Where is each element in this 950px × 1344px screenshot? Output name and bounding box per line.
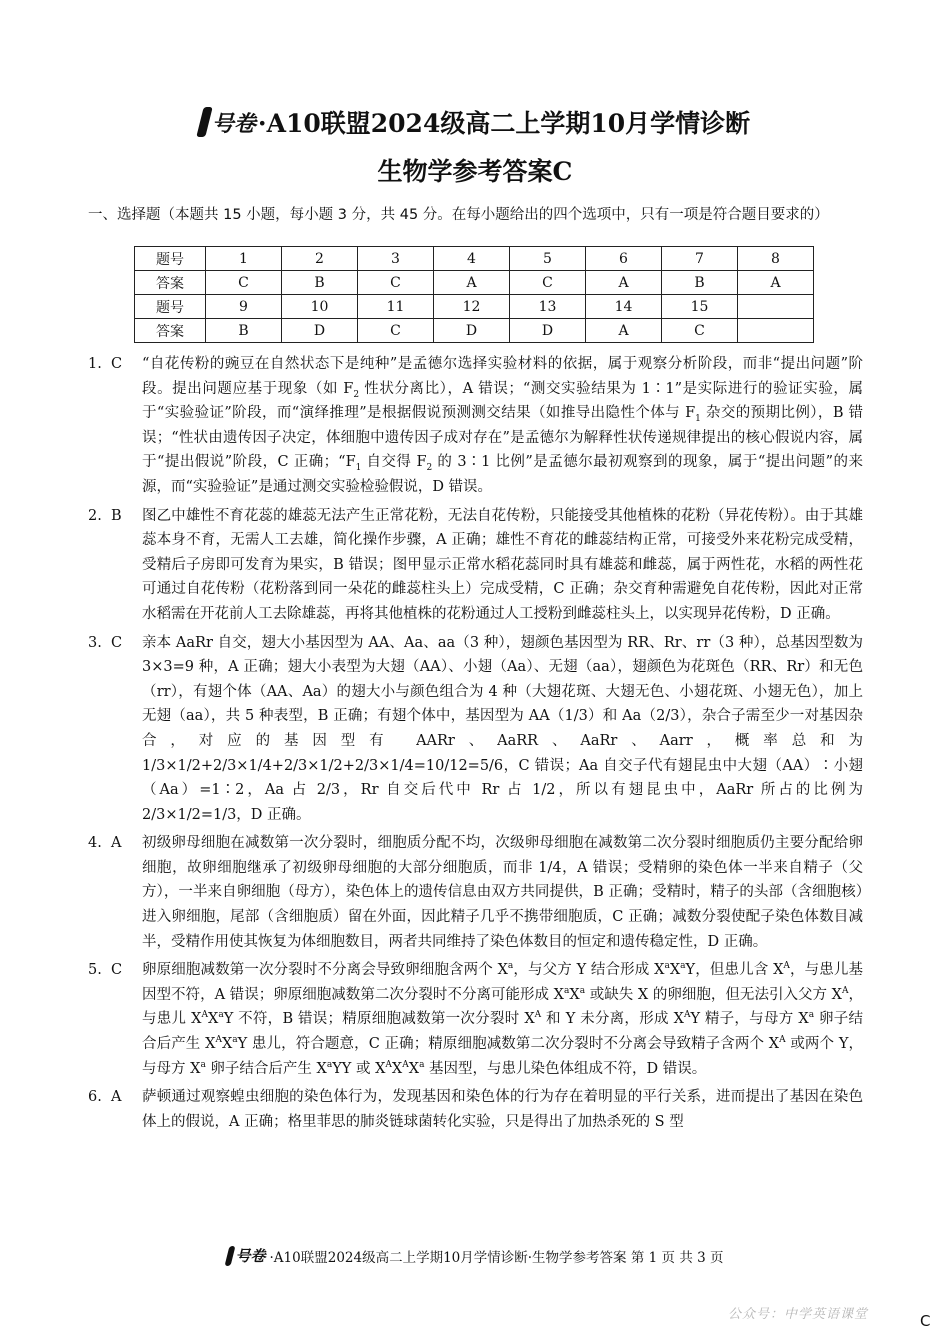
- section-heading: 一、选择题（本题共 15 小题，每小题 3 分，共 45 分。在每小题给出的四个选项中，只有一项是符合题目要求的）: [88, 207, 829, 223]
- list-item: [88, 352, 863, 500]
- item-number: 1. C: [88, 356, 123, 372]
- table-cell: 14: [586, 295, 662, 319]
- table-cell: 5: [510, 247, 586, 271]
- watermark: 公众号：中学英语课堂: [728, 1307, 869, 1322]
- item-number: 4. A: [88, 835, 122, 852]
- footer-logo: [227, 1245, 266, 1266]
- page-header: [0, 104, 950, 188]
- footer-text: ·A10联盟2024级高二上学期10月学情诊断·生物学参考答案 第 1 页 共 3 页: [269, 1249, 724, 1266]
- page-footer: [0, 1245, 950, 1266]
- title-line-2: 生物学参考答案C: [377, 157, 573, 186]
- table-cell: B: [206, 319, 282, 343]
- item-text: 亲本 AaRr 自交，翅大小基因型为 AA、Aa、aa（3 种），翅颜色基因型为 RR、Rr、rr（3 种），总基因型数为 3×3=9 种，A 正确；翅大小表型为大翅（AA）、小翅（Aa）、无翅（aa），翅颜色为花斑色（RR、Rr）和无色（rr），有翅个体（AA、Aa）的翅大小与颜色组合为 4 种（大翅花斑、大翅无色、小翅花斑、小翅无色），加上无翅（aa），共 5 种表型，B 正确；有翅个体中，基因型为 AA（1/3）和 Aa（2/3），杂合子需至少一对基因杂合，对应的基因型有 AARr、AaRR、AaRr、Aarr，概率总和为 1/3×1/2+2/3×1/4+2/3×1/2+2/3×1/4=10/12=5/6，C 错误；Aa 自交子代有翅昆虫中大翅（AA）∶小翅（Aa）=1∶2，Aa 占 2/3，Rr 自交后代中 Rr 占 1/2，所以有翅昆虫中，AaRr 所占的比例为 2/3×1/2=1/3，D 正确。: [142, 634, 863, 823]
- list-item: [88, 1085, 863, 1134]
- table-cell: A: [586, 319, 662, 343]
- table-cell: 7: [662, 247, 738, 271]
- table-row-label: 答案: [135, 271, 206, 295]
- table-number-row: [135, 247, 814, 271]
- table-cell: 3: [358, 247, 434, 271]
- item-number: 6. A: [88, 1089, 122, 1106]
- table-answer-row: [135, 271, 814, 295]
- table-row-label: 题号: [135, 295, 206, 319]
- table-cell: B: [662, 271, 738, 295]
- table-cell: D: [434, 319, 510, 343]
- table-cell: D: [510, 319, 586, 343]
- logo-text: 号卷: [211, 111, 256, 137]
- item-text: 图乙中雄性不育花蕊的雄蕊无法产生正常花粉，无法自花传粉，只能接受其他植株的花粉（异花传粉）。由于其雄蕊本身不育，无需人工去雄，简化操作步骤，A 正确；雄性不育花的雌蕊结构正常，可接受外来花粉完成受精，受精后子房即可发育为果实，B 错误；图甲显示正常水稻花蕊同时具有雄蕊和雌蕊，属于两性花，水稻的两性花可通过自花传粉（花粉落到同一朵花的雌蕊柱头上）完成受精，C 正确；杂交育种需避免自花传粉，因此对正常水稻需在开花前人工去除雄蕊，再将其他植株的花粉通过人工授粉到雌蕊柱头上，以实现异花传粉，D 正确。: [142, 507, 863, 622]
- table-cell: A: [586, 271, 662, 295]
- list-item: [88, 958, 863, 1081]
- item-text: 萨顿通过观察蝗虫细胞的染色体行为，发现基因和染色体的行为存在着明显的平行关系，进而提出了基因在染色体上的假说，A 正确；格里菲思的肺炎链球菌转化实验，只是得出了加热杀死的 S 型: [142, 1089, 863, 1130]
- list-item: [88, 504, 863, 627]
- title-line-1: ·A10联盟2024级高二上学期10月学情诊断: [257, 109, 751, 138]
- table-cell: C: [510, 271, 586, 295]
- item-text: 初级卵母细胞在减数第一次分裂时，细胞质分配不均，次级卵母细胞在减数第二次分裂时细胞质仍主要分配给卵细胞，故卵细胞继承了初级卵母细胞的大部分细胞质，而非 1/4，A 错误；受精卵的染色体一半来自精子（父方），一半来自卵细胞（母方），染色体上的遗传信息由双方共同提供，B 正确；受精时，精子的头部（含细胞核）进入卵细胞，尾部（含细胞质）留在外面，因此精子几乎不携带细胞质，C 正确；减数分裂使配子染色体数目减半，受精作用使其恢复为体细胞数目，两者共同维持了染色体数目的恒定和遗传稳定性，D 正确。: [142, 835, 863, 950]
- exam-logo: [200, 107, 256, 138]
- item-number: 2. B: [88, 507, 122, 524]
- table-cell: C: [206, 271, 282, 295]
- item-text: “自花传粉的豌豆在自然状态下是纯种”是孟德尔选择实验材料的依据，属于观察分析阶段，而非“提出问题”阶段。提出问题应基于现象（如 $F_2$ 性状分离比），A 错误；“测交实验结果为 1∶1”是实际进行的验证实验，属于“实验验证”阶段，而“演绎推理”是根据假说预测测交结果（如推导出隐性个体与 $F_1$ 杂交的预期比例），B 错误；“性状由遗传因子决定，体细胞中遗传因子成对存在”是孟德尔为解释性状传递规律提出的核心假说内容，属于“提出假说”阶段，C 正确；“$F_1$ 自交得 $F_2$ 的 3∶1 比例”是孟德尔最初观察到的现象，属于“提出问题”的来源，而“实验验证”是通过测交实验检验假说，D 错误。: [142, 356, 864, 495]
- list-item: [88, 831, 863, 954]
- table-cell: 2: [282, 247, 358, 271]
- footer-logo-mark-icon: [224, 1246, 235, 1266]
- corner-mark: C: [920, 1312, 931, 1330]
- table-cell: A: [738, 271, 814, 295]
- table-cell: A: [434, 271, 510, 295]
- item-number: 3. C: [88, 634, 123, 651]
- table-cell: B: [282, 271, 358, 295]
- table-row-label: 题号: [135, 247, 206, 271]
- table-cell: 15: [662, 295, 738, 319]
- table-cell: C: [358, 271, 434, 295]
- table-cell: C: [358, 319, 434, 343]
- answer-explanations: [88, 352, 863, 1138]
- table-row-label: 答案: [135, 319, 206, 343]
- list-item: [88, 631, 863, 828]
- table-cell: 9: [206, 295, 282, 319]
- table-cell: 1: [206, 247, 282, 271]
- table-cell: D: [282, 319, 358, 343]
- main-title: [0, 104, 950, 140]
- table-number-row: [135, 295, 814, 319]
- table-cell: C: [662, 319, 738, 343]
- item-text: 卵原细胞减数第一次分裂时不分离会导致卵细胞含两个 $X^a$，与父方 Y 结合形成 $X^aX^aY$，但患儿含 $X^A$，与患儿基因型不符，A 错误；卵原细胞减数第二次分裂时不分离可能形成 $X^aX^a$ 或缺失 X 的卵细胞，但无法引入父方 $X^A$，与患儿 $X^AX^aY$ 不符，B 错误；精原细胞减数第一次分裂时 $X^A$ 和 Y 未分离，形成 $X^AY$ 精子，与母方 $X^a$ 卵子结合后产生 $X^AX^aY$ 患儿，符合题意，C 正确；精原细胞减数第二次分裂时不分离会导致精子含两个 $X^A$ 或两个 Y，与母方 $X^a$ 卵子结合后产生 $X^aYY$ 或 $X^AX^AX^a$ 基因型，与患儿染色体组成不符，D 错误。: [142, 961, 864, 1077]
- table-cell: [738, 319, 814, 343]
- table-cell: 6: [586, 247, 662, 271]
- table-cell: 4: [434, 247, 510, 271]
- item-number: 5. C: [88, 962, 123, 979]
- table-cell: 13: [510, 295, 586, 319]
- table-cell: 10: [282, 295, 358, 319]
- answer-table: [134, 246, 814, 343]
- table-answer-row: [135, 319, 814, 343]
- footer-logo-text: 号卷: [235, 1247, 266, 1265]
- table-cell: 8: [738, 247, 814, 271]
- logo-mark-icon: [196, 107, 212, 137]
- table-cell: [738, 295, 814, 319]
- table-cell: 11: [358, 295, 434, 319]
- table-cell: 12: [434, 295, 510, 319]
